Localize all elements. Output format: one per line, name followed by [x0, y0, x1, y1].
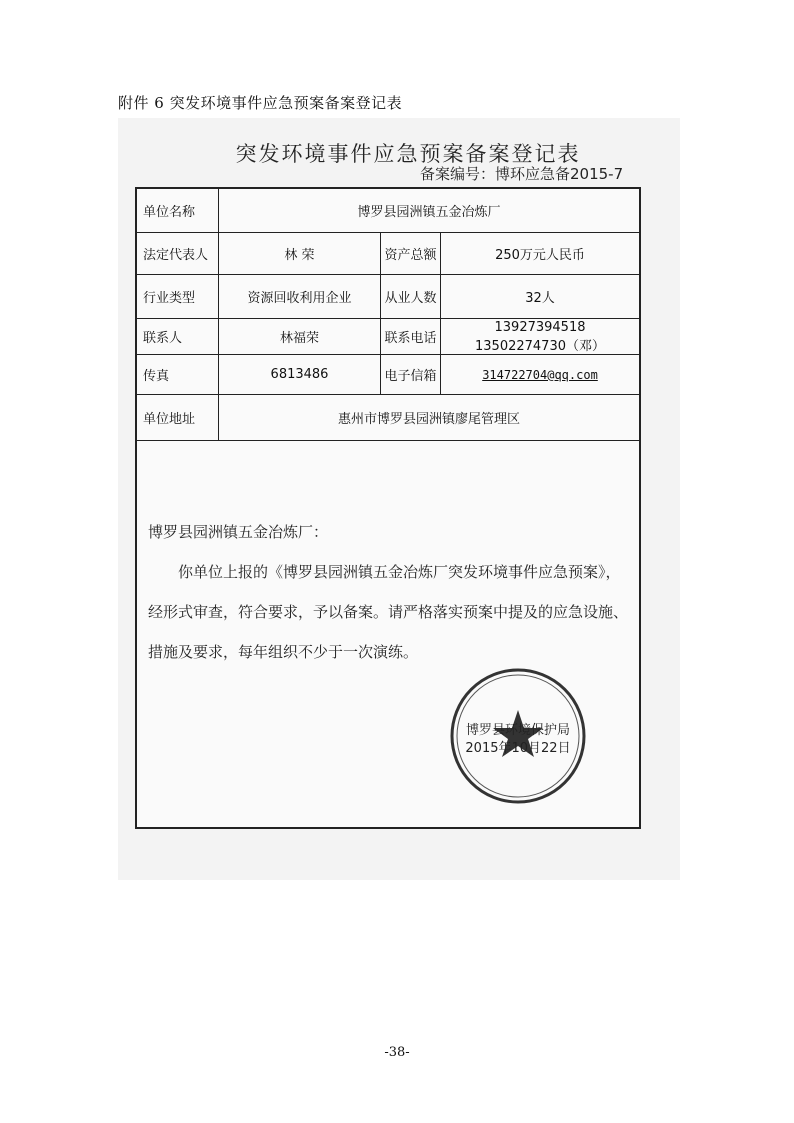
row-industry — [137, 275, 639, 319]
value-industry: 资源回收利用企业 — [219, 275, 381, 318]
form-title: 突发环境事件应急预案备案登记表 — [235, 142, 581, 166]
value-email — [441, 355, 639, 394]
value-fax: 6813486 — [219, 355, 381, 394]
value-phone — [441, 319, 639, 354]
issuer-name: 博罗县环境保护局 — [465, 723, 570, 738]
label-phone: 联系电话 — [381, 319, 441, 354]
label-total-assets: 资产总额 — [381, 233, 441, 274]
label-employees: 从业人数 — [381, 275, 441, 318]
label-email: 电子信箱 — [381, 355, 441, 394]
page-number: -38- — [384, 1045, 410, 1060]
label-fax: 传真 — [137, 355, 219, 394]
issuer-block — [453, 722, 583, 758]
label-unit-name: 单位名称 — [137, 189, 219, 232]
label-legal-rep: 法定代表人 — [137, 233, 219, 274]
value-employees: 32人 — [525, 291, 555, 306]
label-industry: 行业类型 — [137, 275, 219, 318]
registration-number: 备案编号：博环应急备2015-7 — [420, 165, 624, 183]
email-link: 314722704@qq.com — [482, 367, 598, 382]
value-address: 惠州市博罗县园洲镇廖尾管理区 — [337, 412, 520, 427]
row-legal-rep — [137, 233, 639, 275]
approval-paragraph-3: 措施及要求，每年组织不少于一次演练。 — [148, 643, 419, 661]
label-address: 单位地址 — [137, 395, 219, 440]
row-address — [137, 395, 639, 441]
row-fax — [137, 355, 639, 395]
value-contact: 林福荣 — [219, 319, 381, 354]
phone-2: 13502274730（邓） — [475, 338, 605, 354]
phone-1: 13927394518 — [494, 319, 586, 335]
approval-paragraph-1: 你单位上报的《博罗县园洲镇五金冶炼厂突发环境事件应急预案》， — [178, 563, 621, 581]
salutation: 博罗县园洲镇五金冶炼厂： — [148, 523, 329, 541]
approval-paragraph-2: 经形式审查，符合要求，予以备案。请严格落实预案中提及的应急设施、 — [148, 603, 629, 621]
value-unit-name: 博罗县园洲镇五金冶炼厂 — [357, 205, 501, 220]
issue-date: 2015年10月22日 — [465, 741, 571, 756]
attachment-title: 附件 6 突发环境事件应急预案备案登记表 — [118, 94, 403, 112]
label-contact: 联系人 — [137, 319, 219, 354]
value-total-assets: 250万元人民币 — [495, 248, 585, 263]
approval-text — [148, 512, 638, 672]
row-unit-name — [137, 189, 639, 233]
value-legal-rep: 林 荣 — [219, 233, 381, 274]
row-contact — [137, 319, 639, 355]
